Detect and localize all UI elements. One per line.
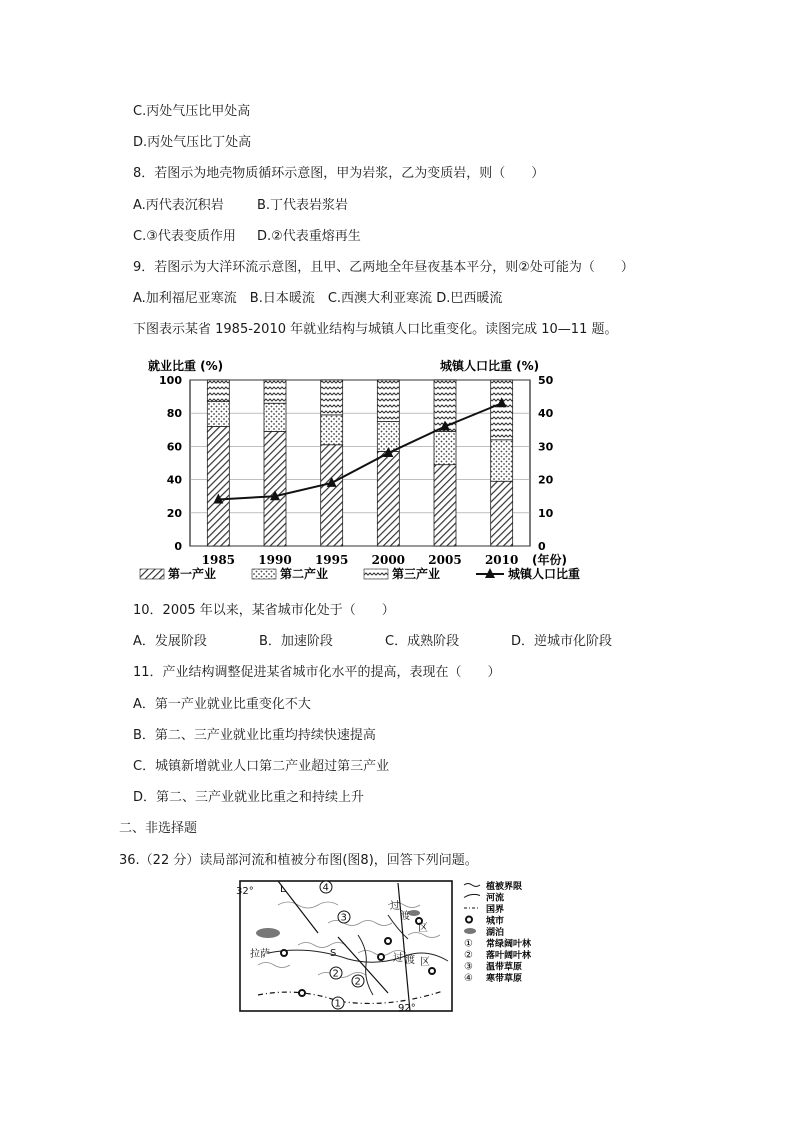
legend-zone-number: ② (464, 950, 473, 961)
legend-zone-number: ④ (464, 973, 473, 984)
plot-area (190, 380, 530, 546)
q10-stem: 10．2005 年以来，某省城市化处于（ ） (133, 603, 395, 618)
q9-options: A.加利福尼亚寒流 B.日本暖流 C.西澳大利亚寒流 D.巴西暖流 (133, 291, 503, 306)
x-axis-title: (年份) (532, 553, 567, 567)
letter-l: L (280, 884, 286, 895)
svg-text:2: 2 (354, 976, 361, 988)
legend-city-icon (466, 917, 472, 923)
urban-population-line (218, 403, 501, 499)
river-vegetation-map (238, 875, 558, 1015)
legend-label: 城镇人口比重 (508, 567, 581, 581)
y2-tick-label: 40 (538, 407, 554, 421)
q8-option-d: D.②代表重熔再生 (257, 229, 361, 244)
legend-river-icon (464, 894, 480, 897)
svg-text:4: 4 (322, 882, 329, 894)
q10-option-d: D．逆城市化阶段 (511, 634, 613, 649)
bar-segment (207, 426, 229, 546)
bar-segment (377, 422, 399, 452)
legend-zone-number: ① (464, 938, 473, 950)
transition-zone-char-3: 区 (418, 923, 428, 934)
q11-option-c: C．城镇新增就业人口第二产业超过第三产业 (133, 759, 390, 774)
transition-zone-char-4: 过 (393, 953, 403, 964)
transition-zone-char-5: 渡 (405, 955, 415, 966)
bar-segment (434, 431, 456, 464)
legend-swatch (140, 569, 164, 579)
q9-stem: 9．若图示为大洋环流示意图，且甲、乙两地全年昼夜基本平分，则②处可能为（ ） (133, 260, 634, 275)
q8-option-b: B.丁代表岩浆岩 (257, 198, 349, 213)
q11-option-b: B．第二、三产业就业比重均持续快速提高 (133, 728, 376, 743)
svg-text:3: 3 (340, 912, 347, 924)
transition-zone-char-2: 渡 (400, 911, 410, 922)
city-lhasa-label: 拉萨 (250, 949, 270, 960)
q10-option-a: A．发展阶段 (133, 634, 207, 649)
legend-label: 寒带草原 (486, 974, 523, 984)
y2-tick-label: 10 (538, 506, 554, 520)
y2-tick-label: 30 (538, 440, 554, 454)
transition-zone-char-1: 过 (390, 901, 400, 912)
bar-segment (321, 380, 343, 415)
y2-tick-label: 50 (538, 374, 554, 387)
lon-label: 92° (398, 1003, 416, 1014)
map-legend (464, 880, 532, 984)
q8-stem: 8．若图示为地壳物质循环示意图，甲为岩浆，乙为变质岩，则（ ） (133, 166, 545, 181)
y-axis-title: 就业比重 (%) (148, 359, 224, 373)
q8-option-c: C.③代表变质作用 (133, 229, 236, 244)
y-tick-label: 80 (166, 407, 182, 421)
legend-swatch (252, 569, 276, 579)
transition-zone-char-6: 区 (420, 957, 430, 968)
svg-text:2: 2 (332, 968, 339, 980)
legend-label: 国界 (486, 905, 505, 915)
legend-zone-number: ③ (464, 961, 473, 973)
bar-segment (491, 380, 513, 440)
q7-option-c: C.丙处气压比甲处高 (133, 104, 251, 119)
y2-tick-label: 0 (538, 540, 546, 553)
chart-intro: 下图表示某省 1985-2010 年就业结构与城镇人口比重变化。读图完成 10—11 题。 (133, 322, 618, 337)
x-tick-label: 2010 (484, 553, 519, 567)
letter-s: S (330, 948, 337, 959)
legend-label: 第三产业 (392, 567, 441, 581)
x-tick-label: 1985 (201, 553, 236, 567)
x-tick-label: 2005 (428, 553, 462, 567)
bar-segment (321, 445, 343, 546)
x-tick-label: 1995 (314, 553, 349, 567)
legend-label: 常绿阔叶林 (486, 939, 532, 950)
lat-label: 32° (236, 886, 254, 897)
section-heading: 二、非选择题 (119, 821, 198, 836)
legend-label: 城市 (486, 916, 505, 927)
y-tick-label: 60 (166, 440, 182, 454)
legend-label: 湖泊 (486, 928, 505, 938)
bar-segment (264, 380, 286, 403)
bar-segment (264, 403, 286, 431)
q7-option-d: D.丙处气压比丁处高 (133, 135, 252, 150)
x-tick-label: 1990 (258, 553, 292, 567)
q11-option-d: D．第二、三产业就业比重之和持续上升 (133, 790, 365, 805)
bar-segment (207, 402, 229, 427)
y-tick-label: 0 (174, 540, 182, 553)
x-tick-label: 2000 (371, 553, 406, 567)
bar-segment (377, 451, 399, 546)
bar-segment (491, 481, 513, 546)
q11-option-a: A．第一产业就业比重变化不大 (133, 697, 311, 712)
q11-stem: 11．产业结构调整促进某省城市化水平的提高，表现在（ ） (133, 665, 501, 680)
y2-axis-title: 城镇人口比重 (%) (440, 359, 540, 373)
legend-label: 河流 (486, 893, 505, 904)
y2-tick-label: 20 (538, 473, 554, 487)
legend-label: 植被界限 (486, 882, 523, 892)
bar-segment (434, 465, 456, 546)
bar-segment (207, 380, 229, 402)
bar-segment (491, 440, 513, 482)
svg-text:1: 1 (334, 998, 341, 1010)
y-tick-label: 40 (166, 473, 182, 487)
y-tick-label: 20 (166, 506, 182, 520)
q8-option-a: A.丙代表沉积岩 (133, 198, 224, 213)
legend-lake-icon (464, 928, 476, 934)
bar-segment (321, 415, 343, 445)
q10-option-c: C．成熟阶段 (385, 634, 460, 649)
legend-label: 第二产业 (280, 567, 329, 581)
legend-label: 落叶阔叶林 (486, 951, 532, 961)
legend-label: 温带草原 (486, 962, 523, 973)
bar-segment (377, 380, 399, 422)
legend-label: 第一产业 (168, 567, 217, 581)
q10-option-b: B．加速阶段 (259, 634, 333, 649)
bar-segment (264, 431, 286, 546)
y-tick-label: 100 (159, 374, 182, 387)
q36-stem: 36.（22 分）读局部河流和植被分布图(图8)，回答下列问题。 (119, 853, 478, 868)
legend-swatch (364, 569, 388, 579)
legend-vegetation-boundary-icon (464, 884, 480, 887)
employment-structure-chart (140, 350, 610, 596)
